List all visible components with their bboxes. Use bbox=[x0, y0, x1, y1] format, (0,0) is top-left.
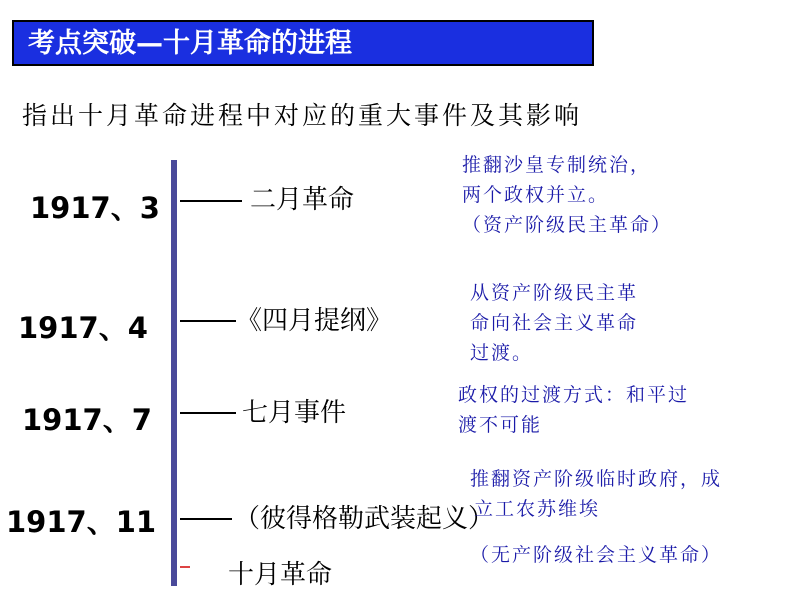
timeline-axis bbox=[171, 160, 177, 586]
note-line: 立工农苏维埃 bbox=[474, 498, 601, 520]
event-note bbox=[458, 380, 689, 440]
connector-line bbox=[180, 412, 236, 414]
note-line: 推翻资产阶级临时政府，成 bbox=[470, 468, 723, 490]
note-line: 推翻沙皇专制统治， bbox=[462, 154, 652, 176]
event-note bbox=[462, 150, 672, 240]
note-line: 政权的过渡方式：和平过 bbox=[458, 384, 690, 406]
connector-line bbox=[180, 200, 242, 202]
subtitle: 指出十月革命进程中对应的重大事件及其影响 bbox=[22, 101, 583, 130]
event-name: 《四月提纲》 bbox=[236, 306, 393, 336]
note-line: 过渡。 bbox=[470, 342, 534, 364]
event-name-secondary: 十月革命 bbox=[228, 560, 333, 590]
note-line: （资产阶级民主革命） bbox=[462, 214, 673, 236]
note-line: 命向社会主义革命 bbox=[470, 312, 639, 334]
note-line: 渡不可能 bbox=[458, 414, 543, 436]
event-note bbox=[470, 540, 722, 570]
event-name: 七月事件 bbox=[242, 398, 347, 428]
event-note bbox=[470, 464, 722, 524]
title-bar bbox=[12, 20, 594, 66]
event-date: 1917、7 bbox=[22, 403, 152, 437]
page-title: 考点突破—十月革命的进程 bbox=[28, 28, 352, 59]
event-note bbox=[470, 278, 638, 368]
note-line: （无产阶级社会主义革命） bbox=[470, 544, 723, 566]
event-date: 1917、11 bbox=[6, 505, 157, 539]
connector-line bbox=[180, 320, 236, 322]
note-line: 两个政权并立。 bbox=[462, 184, 610, 206]
decorative-mark bbox=[180, 566, 190, 568]
connector-line bbox=[180, 518, 232, 520]
note-line: 从资产阶级民主革 bbox=[470, 282, 639, 304]
event-name: （彼得格勒武装起义） bbox=[234, 504, 495, 534]
event-name: 二月革命 bbox=[250, 185, 355, 215]
event-date: 1917、3 bbox=[30, 191, 160, 225]
event-date: 1917、4 bbox=[18, 311, 148, 345]
